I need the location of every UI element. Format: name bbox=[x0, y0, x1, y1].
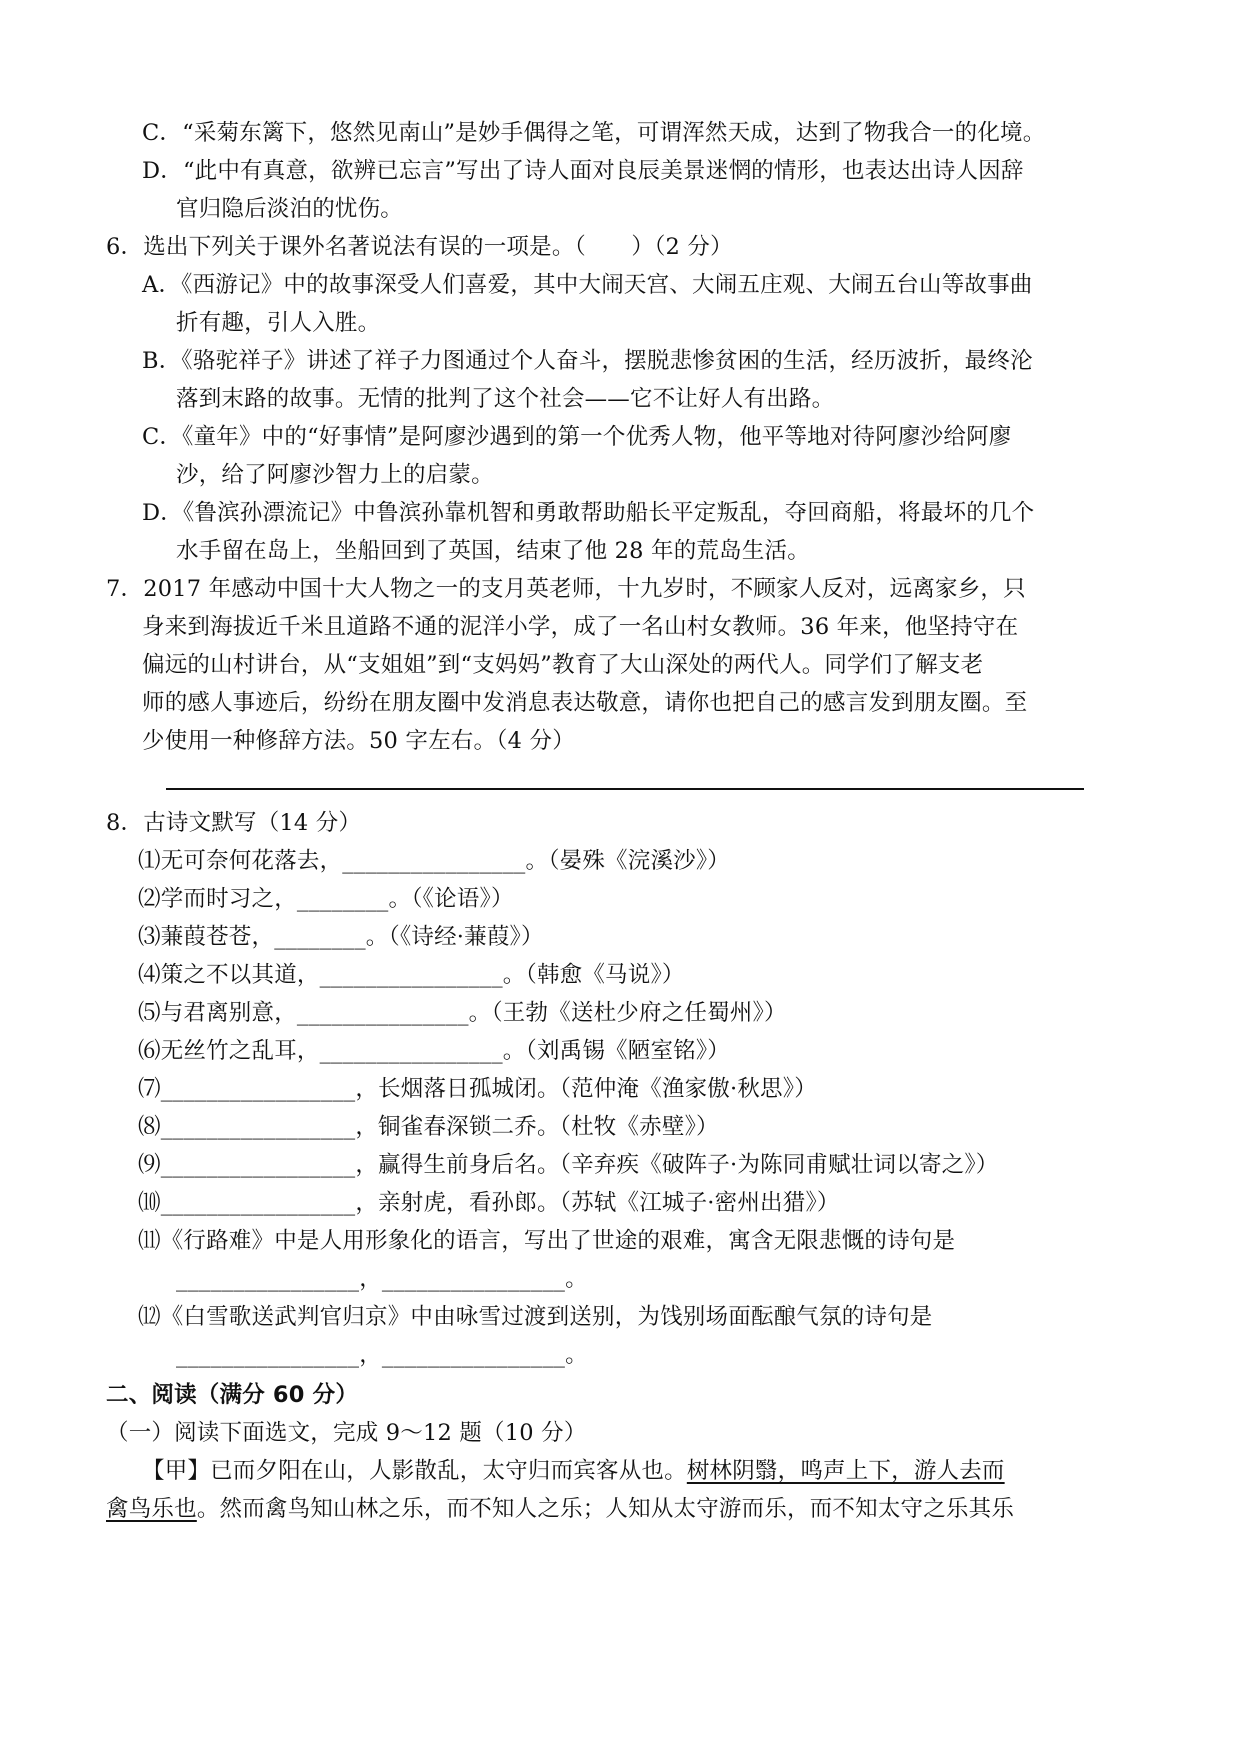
q7-line-4: 师的感人事迹后，纷纷在朋友圈中发消息表达敬意，请你也把自己的感言发到朋友圈。至 bbox=[142, 690, 1028, 716]
q6-option-c-cont: 沙，给了阿廖沙智力上的启蒙。 bbox=[176, 462, 494, 488]
q7-line-3: 偏远的山村讲台，从“支姐姐”到“支妈妈”教育了大山深处的两代人。同学们了解支老 bbox=[142, 652, 984, 678]
q6-stem: 6．选出下列关于课外名著说法有误的一项是。（ ）（2 分） bbox=[106, 234, 733, 260]
passage-jia-line-1 bbox=[142, 1456, 1005, 1486]
section-2-heading: 二、阅读（满分 60 分） bbox=[106, 1382, 359, 1408]
q8-item-7: ⑺_________________，长烟落日孤城闭。（范仲淹《渔家傲·秋思》） bbox=[138, 1076, 817, 1102]
q7-line-1: 7．2017 年感动中国十大人物之一的支月英老师，十九岁时，不顾家人反对，远离家乡，只 bbox=[106, 576, 1026, 602]
q5-option-d: D．“此中有真意，欲辨已忘言”写出了诗人面对良辰美景迷惘的情形，也表达出诗人因辞 bbox=[142, 158, 1024, 184]
passage-jia-prefix: 【甲】已而夕阳在山，人影散乱，太守归而宾客从也。 bbox=[142, 1458, 687, 1484]
q7-line-2: 身来到海拔近千米且道路不通的泥洋小学，成了一名山村女教师。36 年来，他坚持守在 bbox=[142, 614, 1019, 640]
passage-jia-underlined-2: 禽鸟乐也 bbox=[106, 1496, 197, 1522]
q8-item-5: ⑸与君离别意，_______________。（王勃《送杜少府之任蜀州》） bbox=[138, 1000, 787, 1026]
passage-jia-underlined-1: 树林阴翳，鸣声上下，游人去而 bbox=[686, 1458, 1005, 1484]
q8-item-4: ⑷策之不以其道，________________。（韩愈《马说》） bbox=[138, 962, 685, 988]
q6-option-b-cont: 落到末路的故事。无情的批判了这个社会——它不让好人有出路。 bbox=[176, 386, 835, 412]
q7-answer-line[interactable] bbox=[166, 788, 1084, 790]
q8-item-12: ⑿《白雪歌送武判官归京》中由咏雪过渡到送别，为饯别场面酝酿气氛的诗句是 bbox=[138, 1304, 933, 1330]
q8-item-1: ⑴无可奈何花落去，________________。（晏殊《浣溪沙》） bbox=[138, 848, 731, 874]
q6-option-c: C．《童年》中的“好事情”是阿廖沙遇到的第一个优秀人物，他平等地对待阿廖沙给阿廖 bbox=[142, 424, 1012, 450]
q8-item-11: ⑾《行路难》中是人用形象化的语言，写出了世途的艰难，寓含无限悲慨的诗句是 bbox=[138, 1228, 956, 1254]
q8-stem: 8．古诗文默写（14 分） bbox=[106, 810, 362, 836]
passage-jia-rest: 。然而禽鸟知山林之乐，而不知人之乐；人知从太守游而乐，而不知太守之乐其乐 bbox=[196, 1496, 1015, 1522]
q8-item-6: ⑹无丝竹之乱耳，________________。（刘禹锡《陋室铭》） bbox=[138, 1038, 731, 1064]
q8-item-9: ⑼_________________，赢得生前身后名。（辛弃疾《破阵子·为陈同甫赋壮词以寄之》） bbox=[138, 1152, 999, 1178]
q6-option-a: A．《西游记》中的故事深受人们喜爱，其中大闹天宫、大闹五庄观、大闹五台山等故事曲 bbox=[142, 272, 1033, 298]
q6-option-d: D．《鲁滨孙漂流记》中鲁滨孙靠机智和勇敢帮助船长平定叛乱，夺回商船，将最坏的几个 bbox=[142, 500, 1035, 526]
q5-option-d-cont: 官归隐后淡泊的忧伤。 bbox=[176, 196, 404, 222]
q8-item-3: ⑶蒹葭苍苍，________。（《诗经·蒹葭》） bbox=[138, 924, 544, 950]
q5-option-c: C．“采菊东篱下，悠然见南山”是妙手偶得之笔，可谓浑然天成，达到了物我合一的化境。 bbox=[142, 120, 1046, 146]
q6-option-b: B．《骆驼祥子》讲述了祥子力图通过个人奋斗，摆脱悲惨贫困的生活，经历波折，最终沦 bbox=[142, 348, 1033, 374]
q8-item-2: ⑵学而时习之，________。（《论语》） bbox=[138, 886, 514, 912]
q6-option-d-cont: 水手留在岛上，坐船回到了英国，结束了他 28 年的荒岛生活。 bbox=[176, 538, 810, 564]
q8-item-10: ⑽_________________，亲射虎，看孙郎。（苏轼《江城子·密州出猎》） bbox=[138, 1190, 840, 1216]
passage-jia-line-2 bbox=[106, 1494, 1014, 1524]
q7-line-5: 少使用一种修辞方法。50 字左右。（4 分） bbox=[142, 728, 575, 754]
q6-option-a-cont: 折有趣，引人入胜。 bbox=[176, 310, 381, 336]
q8-item-11-blanks[interactable]: ________________，________________。 bbox=[176, 1266, 588, 1292]
q8-item-8: ⑻_________________，铜雀春深锁二乔。（杜牧《赤壁》） bbox=[138, 1114, 719, 1140]
section-2-sub-1: （一）阅读下面选文，完成 9～12 题（10 分） bbox=[106, 1420, 587, 1446]
q8-item-12-blanks[interactable]: ________________，________________。 bbox=[176, 1342, 588, 1368]
